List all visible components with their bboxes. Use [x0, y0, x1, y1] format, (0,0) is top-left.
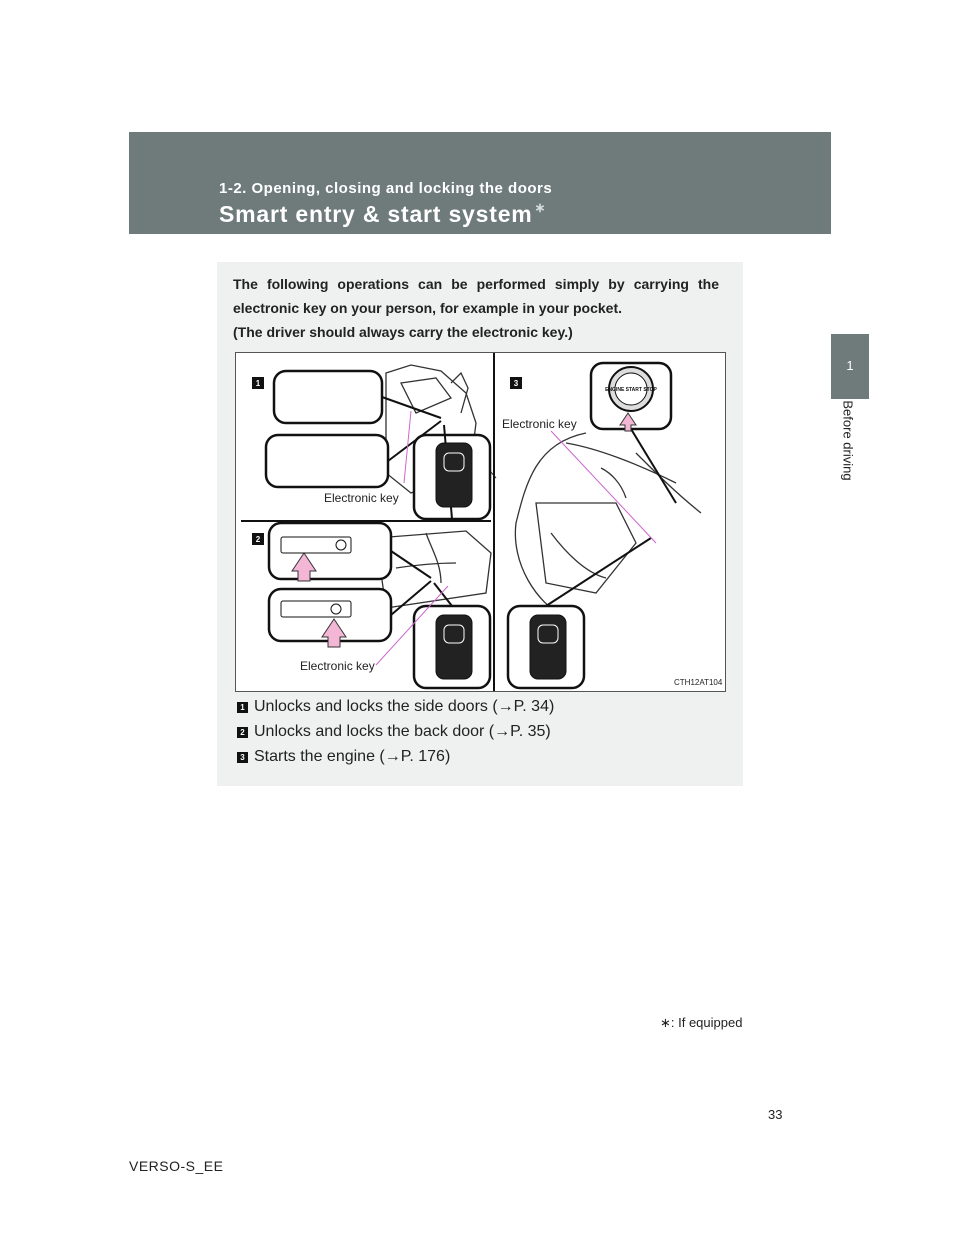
page-title: [219, 200, 546, 228]
label-electronic-key-1: Electronic key: [324, 491, 399, 505]
figure-code: CTH12AT104: [674, 678, 723, 687]
chapter-number: 1: [846, 358, 854, 373]
title-text: Smart entry & start system: [219, 201, 533, 227]
badge-3: 3: [513, 379, 519, 388]
page-header: [129, 132, 831, 234]
illustration: [235, 352, 726, 692]
legend-number-icon: 1: [237, 702, 248, 713]
page-number: 33: [768, 1107, 783, 1122]
legend-number-icon: 3: [237, 752, 248, 763]
intro-line: (The driver should always carry the electronic key.): [233, 324, 573, 340]
title-mark: ∗: [534, 200, 547, 215]
illustration-svg: [236, 353, 725, 691]
model-code: VERSO-S_EE: [129, 1158, 224, 1174]
intro-line: The following operations can be performed simply by carrying the electronic key on your person, for example in your pocket.: [233, 276, 719, 316]
label-electronic-key-2: Electronic key: [300, 659, 375, 673]
legend-number-icon: 2: [237, 727, 248, 738]
legend-text: Unlocks and locks the back door (→P. 35): [254, 723, 551, 740]
engine-button-text: ENGINE START STOP: [605, 387, 657, 393]
chapter-label: Before driving: [840, 400, 856, 481]
badge-2: 2: [255, 535, 261, 544]
section-heading: 1-2. Opening, closing and locking the doors: [219, 180, 553, 197]
label-electronic-key-3: Electronic key: [502, 417, 577, 431]
legend-text: Unlocks and locks the side doors (→P. 34): [254, 698, 555, 715]
footnote: ∗: If equipped: [660, 1015, 743, 1030]
badge-1: 1: [255, 379, 261, 388]
legend-text: Starts the engine (→P. 176): [254, 748, 451, 765]
intro-text: [233, 272, 719, 344]
